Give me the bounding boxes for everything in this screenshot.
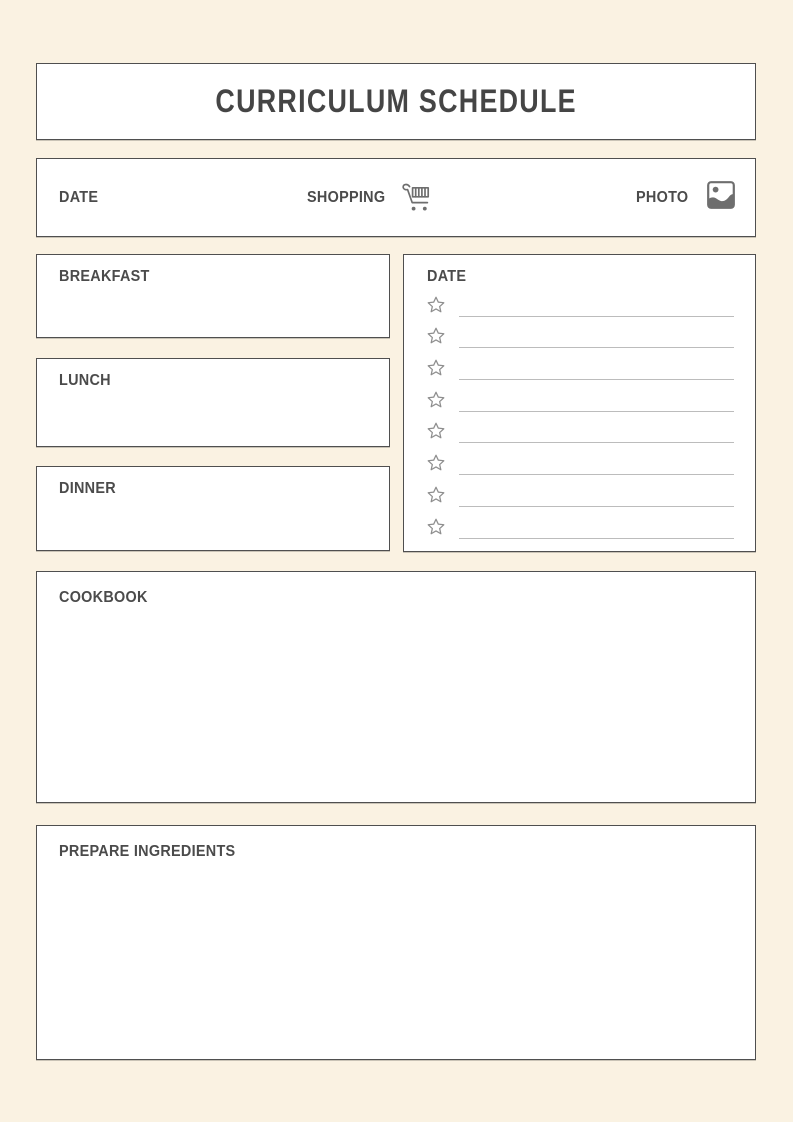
- page-title: CURRICULUM SCHEDULE: [215, 83, 577, 119]
- star-icon: [427, 454, 445, 471]
- title-box: [36, 63, 756, 140]
- shopping-label: SHOPPING: [306, 188, 386, 206]
- write-line: [459, 474, 734, 475]
- star-list-row: [427, 290, 736, 322]
- star-list-row: [427, 512, 736, 544]
- write-line: [459, 538, 734, 539]
- prepare-ingredients-section: [36, 825, 756, 1060]
- star-icon: [427, 518, 445, 535]
- info-row-box: [36, 158, 756, 237]
- shopping-cart-icon: [400, 182, 433, 218]
- star-list-row: [427, 353, 736, 385]
- write-line: [459, 379, 734, 380]
- star-list-row: [427, 385, 736, 417]
- photo-label: PHOTO: [635, 188, 689, 206]
- star-icon: [427, 359, 445, 376]
- star-list-row: [427, 322, 736, 354]
- date-star-list: [427, 290, 736, 551]
- star-icon: [427, 391, 445, 408]
- date-label: DATE: [59, 188, 99, 206]
- star-icon: [427, 422, 445, 439]
- star-icon: [427, 486, 445, 503]
- dinner-label: DINNER: [59, 480, 116, 497]
- star-list-row: [427, 417, 736, 449]
- breakfast-label: BREAKFAST: [59, 268, 150, 285]
- star-icon: [427, 296, 445, 313]
- star-icon: [427, 327, 445, 344]
- date-list-section: [403, 254, 756, 552]
- lunch-label: LUNCH: [59, 372, 111, 389]
- photo-field-area: [636, 159, 735, 236]
- write-line: [459, 506, 734, 507]
- cookbook-section: [36, 571, 756, 803]
- breakfast-section: [36, 254, 390, 338]
- prepare-ingredients-label: PREPARE INGREDIENTS: [59, 843, 236, 860]
- write-line: [459, 316, 734, 317]
- write-line: [459, 411, 734, 412]
- date-list-label: DATE: [427, 268, 467, 285]
- dinner-section: [36, 466, 390, 551]
- lunch-section: [36, 358, 390, 447]
- star-list-row: [427, 480, 736, 512]
- star-list-row: [427, 448, 736, 480]
- photo-image-icon: [707, 181, 735, 214]
- write-line: [459, 442, 734, 443]
- cookbook-label: COOKBOOK: [59, 589, 148, 606]
- write-line: [459, 347, 734, 348]
